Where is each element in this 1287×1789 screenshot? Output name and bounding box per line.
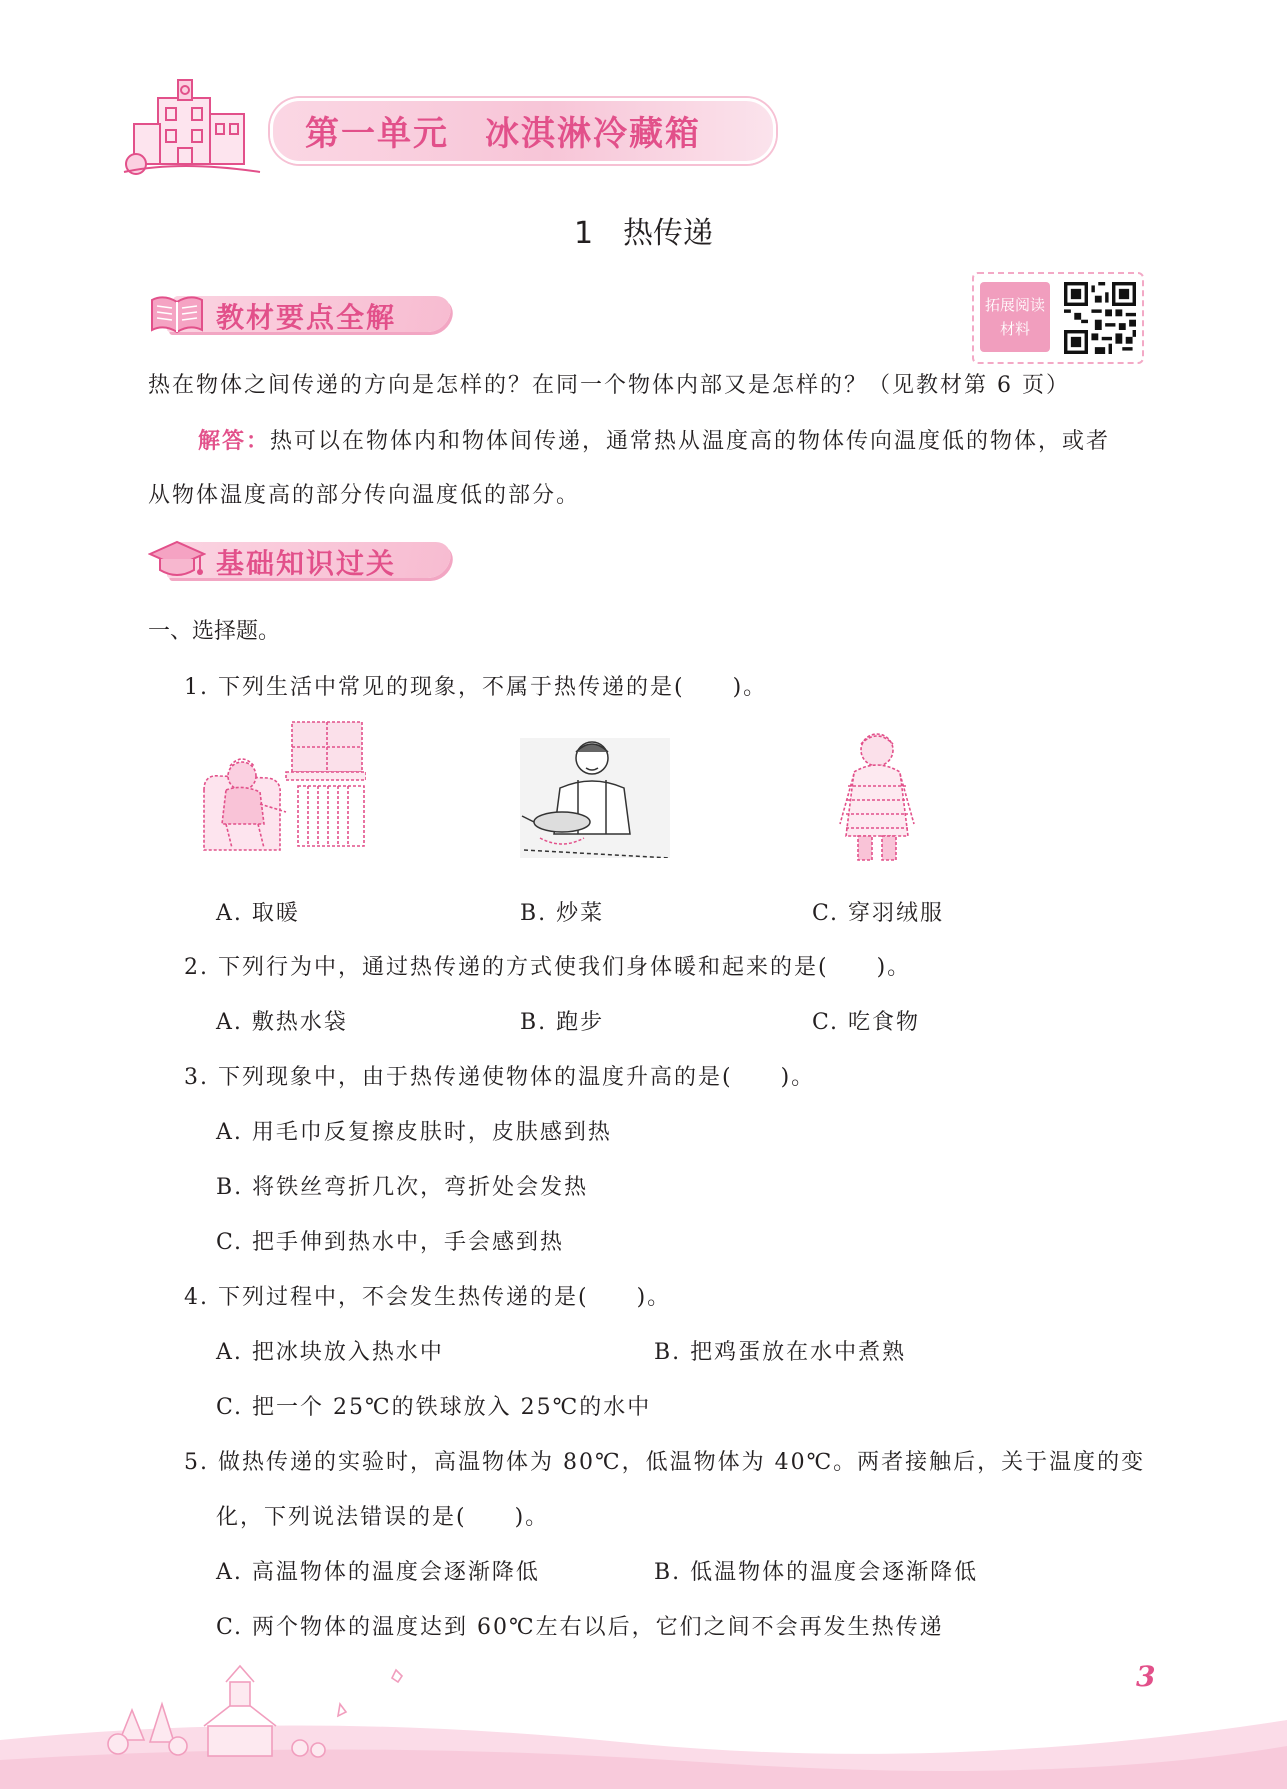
answer-line1: 热可以在物体内和物体间传递，通常热从温度高的物体传向温度低的物体，或者 bbox=[270, 429, 1111, 454]
question-5-stem-line2: 化，下列说法错误的是( )。 bbox=[216, 1505, 550, 1530]
question-2-option-c[interactable]: C. 吃食物 bbox=[812, 1010, 921, 1035]
qr-code-icon[interactable] bbox=[1064, 282, 1136, 354]
section-header-basics bbox=[148, 530, 468, 590]
question-1-option-b[interactable]: B. 炒菜 bbox=[520, 901, 605, 926]
question-2-stem: 2. 下列行为中，通过热传递的方式使我们身体暖和起来的是( )。 bbox=[184, 955, 912, 980]
question-3-option-b[interactable]: B. 将铁丝弯折几次，弯折处会发热 bbox=[216, 1175, 589, 1200]
question-1-option-a[interactable]: A. 取暖 bbox=[216, 901, 300, 926]
cooking-icon bbox=[520, 738, 670, 858]
qr-label-line1: 拓展阅读 bbox=[984, 296, 1045, 314]
footer-decoration bbox=[0, 1660, 1287, 1789]
section-title: 基础知识过关 bbox=[216, 547, 397, 580]
question-5-option-a[interactable]: A. 高温物体的温度会逐渐降低 bbox=[216, 1560, 540, 1585]
school-building-icon bbox=[120, 68, 270, 178]
textbook-question: 热在物体之间传递的方向是怎样的？在同一个物体内部又是怎样的？（见教材第 6 页） bbox=[148, 373, 1070, 398]
question-5-option-c[interactable]: C. 两个物体的温度达到 60℃左右以后，它们之间不会再发生热传递 bbox=[216, 1615, 944, 1640]
answer-line2: 从物体温度高的部分传向温度低的部分。 bbox=[148, 483, 581, 508]
section-header-textbook bbox=[148, 284, 468, 344]
answer-label: 解答： bbox=[198, 429, 271, 454]
page-number: 3 bbox=[1136, 1660, 1156, 1693]
question-4-option-b[interactable]: B. 把鸡蛋放在水中煮熟 bbox=[654, 1340, 907, 1365]
unit-banner bbox=[120, 68, 792, 168]
question-3-option-a[interactable]: A. 用毛巾反复擦皮肤时，皮肤感到热 bbox=[216, 1120, 612, 1145]
open-book-icon bbox=[148, 290, 206, 336]
question-4-option-a[interactable]: A. 把冰块放入热水中 bbox=[216, 1340, 444, 1365]
lesson-title: 1 热传递 bbox=[573, 216, 714, 251]
graduation-cap-icon bbox=[148, 536, 206, 582]
question-5-stem-line1: 5. 做热传递的实验时，高温物体为 80℃，低温物体为 40℃。两者接触后，关于温度的变 bbox=[184, 1450, 1146, 1475]
question-1-option-c[interactable]: C. 穿羽绒服 bbox=[812, 901, 945, 926]
down-jacket-child-icon bbox=[836, 728, 918, 866]
unit-title: 第一单元 冰淇淋冷藏箱 bbox=[305, 114, 701, 154]
question-3-stem: 3. 下列现象中，由于热传递使物体的温度升高的是( )。 bbox=[184, 1065, 816, 1090]
extended-reading-qr[interactable] bbox=[972, 272, 1144, 364]
question-2-option-b[interactable]: B. 跑步 bbox=[520, 1010, 605, 1035]
question-4-stem: 4. 下列过程中，不会发生热传递的是( )。 bbox=[184, 1285, 672, 1310]
qr-label-line2: 材料 bbox=[999, 320, 1030, 338]
question-2-option-a[interactable]: A. 敷热水袋 bbox=[216, 1010, 348, 1035]
question-4-option-c[interactable]: C. 把一个 25℃的铁球放入 25℃的水中 bbox=[216, 1395, 652, 1420]
question-1-stem: 1. 下列生活中常见的现象，不属于热传递的是( )。 bbox=[184, 675, 768, 700]
question-3-option-c[interactable]: C. 把手伸到热水中，手会感到热 bbox=[216, 1230, 565, 1255]
answer-paragraph bbox=[198, 424, 1110, 455]
part-heading: 一、选择题。 bbox=[148, 619, 281, 644]
warming-by-heater-icon bbox=[202, 720, 366, 864]
question-5-option-b[interactable]: B. 低温物体的温度会逐渐降低 bbox=[654, 1560, 979, 1585]
qr-label bbox=[980, 282, 1050, 352]
section-title: 教材要点全解 bbox=[216, 301, 397, 334]
